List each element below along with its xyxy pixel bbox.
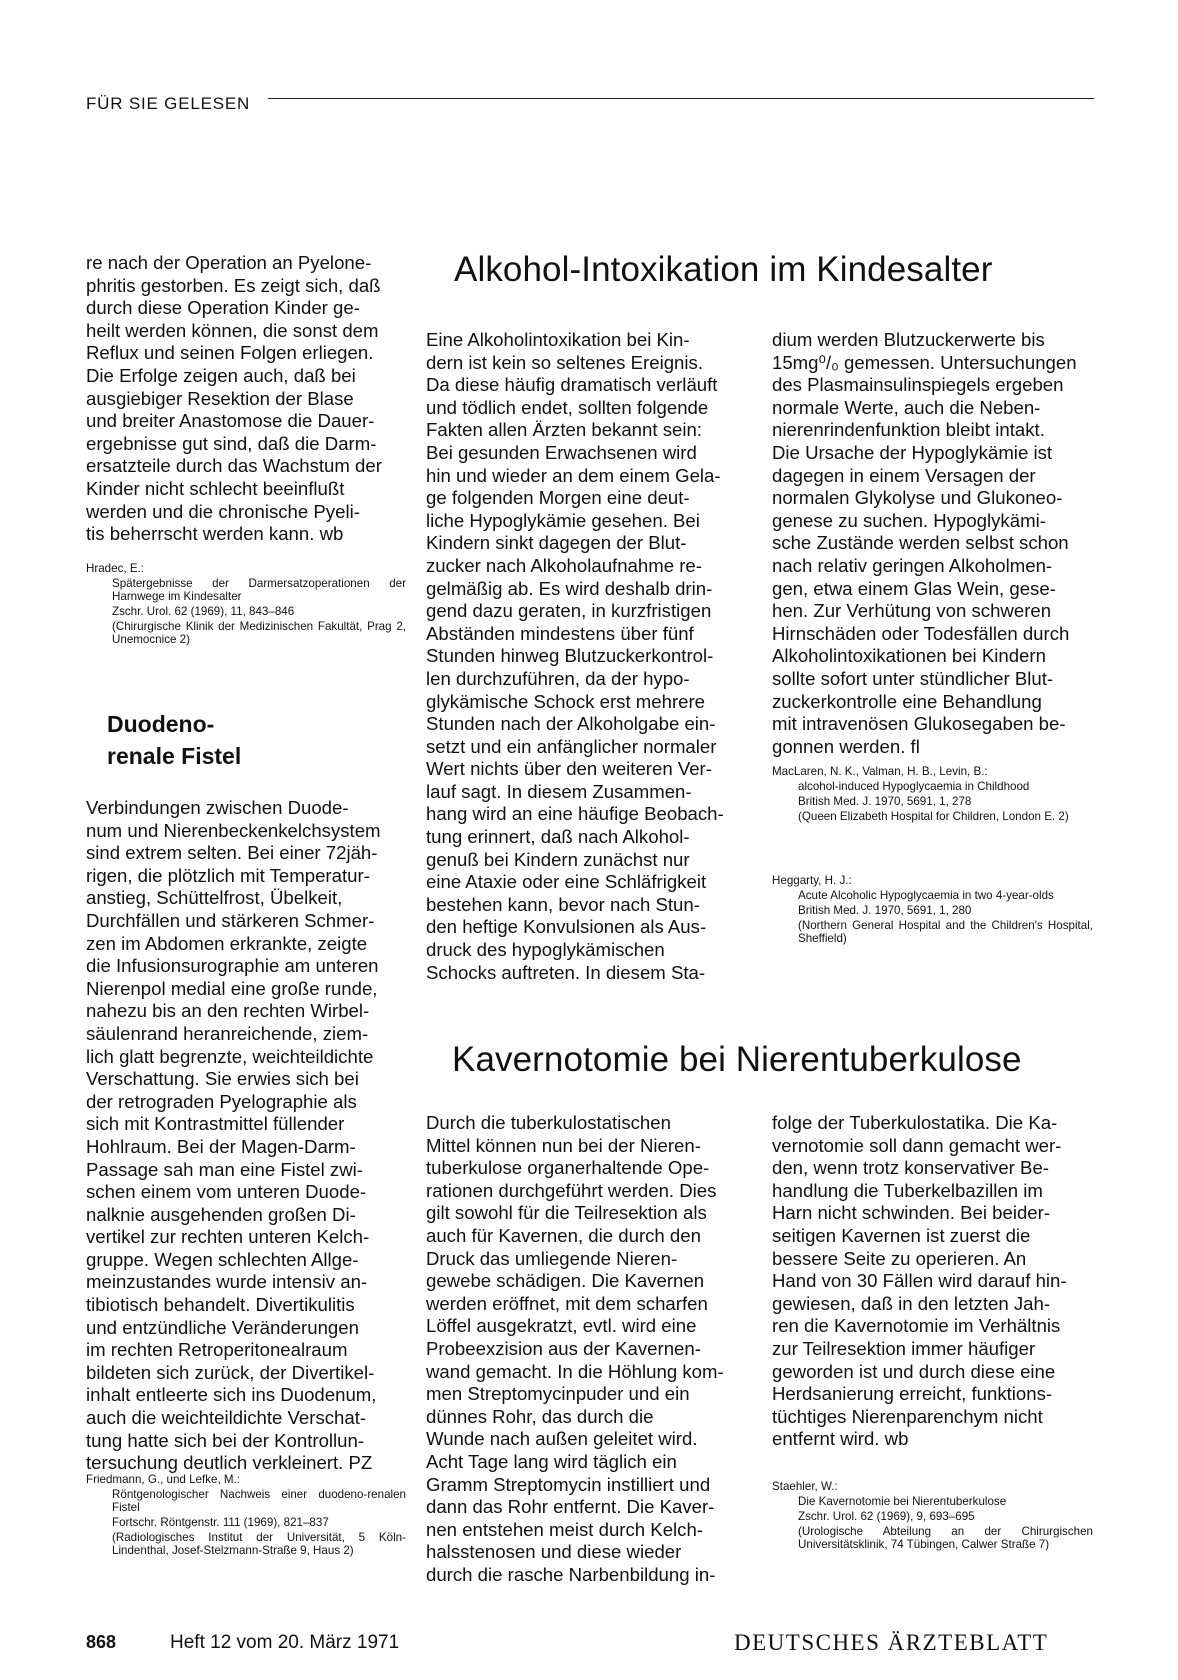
reference-line: Die Kavernotomie bei Nierentuberkulose	[798, 1495, 1007, 1508]
reference-line: alcohol-induced Hypoglycaemia in Childhood	[798, 780, 1030, 793]
reference-heggarty	[772, 874, 1093, 947]
page-number: 868	[86, 1632, 117, 1652]
reference-line: Röntgenologischer Nachweis einer duodeno-renalen Fistel	[112, 1488, 406, 1514]
kavernotomie-article-column-1: Durch die tuberkulostatischen Mittel können nun bei der Nieren- tuberkulose organerhaltende Ope- rationen durchgeführt werden. Dies gilt sowohl für die Teilresektion als auch für Kavernen, die durch den Druck das umliegende Nieren- gewebe schädigen. Die Kavernen werden eröffnet, mit dem scharfen Löffel ausgekratzt, evtl. wird eine Probeexzision aus der Kavernen- wand gemacht. In die Höhlung kom- men Streptomycinpuder und ein dünnes Rohr, das durch die Wunde nach außen geleitet wird. Acht Tage lang wird täglich ein Gramm Streptomycin instilliert und dann das Rohr entfernt. Die Kaver- nen entstehen meist durch Kelch- halsstenosen und diese wieder durch die rasche Narbenbildung in-	[426, 1112, 724, 1585]
reference-hradec	[86, 562, 406, 648]
article-title-duodeno-renale-fistel: Duodeno- renale Fistel	[107, 711, 242, 769]
reference-line: (Queen Elizabeth Hospital for Children, London E. 2)	[798, 810, 1069, 823]
kavernotomie-article-column-2: folge der Tuberkulostatika. Die Ka- vernotomie soll dann gemacht wer- den, wenn trotz konservativer Be- handlung die Tuberkelbazillen im Harn nicht schwinden. Bei beider- seitigen Kavernen ist zuerst die bessere Seite zu operieren. An Hand von 30 Fällen wird darauf hin- gewiesen, daß in den letzten Jah- ren die Kavernotomie im Verhältnis zur Teilresektion immer häufiger geworden ist und durch diese eine Herdsanierung erreicht, funktions- tüchtiges Nierenparenchym nicht entfernt wird. wb	[772, 1112, 1067, 1450]
reference-line: British Med. J. 1970, 5691, 1, 278	[798, 795, 972, 808]
reference-line: Acute Alcoholic Hypoglycaemia in two 4-year-olds	[798, 889, 1054, 902]
reference-author: Hradec, E.:	[86, 562, 144, 575]
issue-info: Heft 12 vom 20. März 1971	[170, 1632, 400, 1653]
reference-author: MacLaren, N. K., Valman, H. B., Levin, B.:	[772, 765, 988, 778]
reference-friedmann	[86, 1473, 406, 1559]
reference-line: Zschr. Urol. 62 (1969), 11, 843–846	[112, 605, 295, 618]
reference-maclaren	[772, 765, 1093, 825]
reference-line: British Med. J. 1970, 5691, 1, 280	[798, 904, 972, 917]
duodeno-renale-article-text: Verbindungen zwischen Duode- num und Nierenbeckenkelchsystem sind extrem selten. Bei einer 72jäh- rigen, die plötzlich mit Temperatur- anstieg, Schüttelfrost, Übelkeit, Durchfällen und stärkeren Schmer- zen im Abdomen erkrankte, zeigte die Infusionsurographie am unteren Nierenpol medial eine große runde, nahezu bis an den rechten Wirbel- säulenrand heranreichende, ziem- lich glatt begrenzte, weichteildichte Verschattung. Sie erwies sich bei der retrograden Pyelographie als sich mit Kontrastmittel füllender Hohlraum. Bei der Magen-Darm- Passage sah man eine Fistel zwi- schen einem vom unteren Duode- nalknie ausgehenden großen Di- vertikel zur rechten unteren Kelch- gruppe. Wegen schlechten Allge- meinzustandes wurde intensiv an- tibiotisch behandelt. Divertikulitis und entzündliche Veränderungen im rechten Retroperitonealraum bildeten sich zurück, der Divertikel- inhalt entleerte sich ins Duodenum, auch die weichteildichte Verschat- tung hatte sich bei der Kontrollun- tersuchung deutlich verkleinert. PZ	[86, 797, 381, 1474]
reference-author: Friedmann, G., und Lefke, M.:	[86, 1473, 241, 1486]
alkohol-article-column-1: Eine Alkoholintoxikation bei Kin- dern ist kein so seltenes Ereignis. Da diese häufig dramatisch verläuft und tödlich endet, sollten folgende Fakten allen Ärzten bekannt sein: Bei gesunden Erwachsenen wird hin und wieder an dem einem Gela- ge folgenden Morgen eine deut- liche Hypoglykämie gesehen. Bei Kindern sinkt dagegen der Blut- zucker nach Alkoholaufnahme re- gelmäßig ab. Es wird deshalb drin- gend dazu geraten, in kurzfristigen Abständen mindestens über fünf Stunden hinweg Blutzuckerkontrol- len durchzuführen, da der hypo- glykämische Schock erst mehrere Stunden nach der Alkoholgabe ein- setzt und ein anfänglicher normaler Wert nichts über den weiteren Ver- lauf sagt. In diesem Zusammen- hang wird an eine häufige Beobach- tung erinnert, daß nach Alkohol- genuß bei Kindern zunächst nur eine Ataxie oder eine Schläfrigkeit bestehen kann, bevor nach Stun- den heftige Konvulsionen als Aus- druck des hypoglykämischen Schocks auftreten. In diesem Sta-	[426, 329, 724, 983]
article-title-alkohol-intoxikation: Alkohol-Intoxikation im Kindesalter	[454, 250, 993, 289]
reference-line: (Radiologisches Institut der Universität, 5 Köln-Lindenthal, Josef-Stelzmann-Straße 9, Haus 2)	[112, 1531, 406, 1557]
reference-author: Staehler, W.:	[772, 1480, 838, 1493]
reference-line: (Urologische Abteilung an der Chirurgischen Universitätsklinik, 74 Tübingen, Calwer Straße 7)	[798, 1525, 1093, 1551]
journal-name: DEUTSCHES ÄRZTEBLATT	[734, 1630, 1049, 1655]
left-column-top-text: re nach der Operation an Pyelone- phritis gestorben. Es zeigt sich, daß durch diese Operation Kinder ge- heilt werden können, die sonst dem Reflux und seinen Folgen erliegen. Die Erfolge zeigen auch, daß bei ausgiebiger Resektion der Blase und breiter Anastomose die Dauer- ergebnisse gut sind, daß die Darm- ersatzteile durch das Wachstum der Kinder nicht schlecht beeinflußt werden und die chronische Pyeli- tis beherrscht werden kann. wb	[86, 252, 382, 545]
article-title-kavernotomie: Kavernotomie bei Nierentuberkulose	[452, 1040, 1022, 1079]
section-label: FÜR SIE GELESEN	[86, 94, 251, 113]
reference-line: Spätergebnisse der Darmersatzoperationen der Harnwege im Kindesalter	[112, 577, 406, 603]
reference-line: (Chirurgische Klinik der Medizinischen Fakultät, Prag 2, Unemocnice 2)	[112, 620, 406, 646]
reference-line: Zschr. Urol. 62 (1969), 9, 693–695	[798, 1510, 975, 1523]
reference-author: Heggarty, H. J.:	[772, 874, 852, 887]
alkohol-article-column-2: dium werden Blutzuckerwerte bis 15mg⁰/₀ gemessen. Untersuchungen des Plasmainsulinspiegels ergeben normale Werte, auch die Neben- nierenrindenfunktion bleibt intakt. Die Ursache der Hypoglykämie ist dagegen in einem Versagen der normalen Glykolyse und Glukoneo- genese zu suchen. Hypoglykämi- sche Zustände werden selbst schon nach relativ geringen Alkoholmen- gen, etwa einem Glas Wein, gese- hen. Zur Verhütung von schweren Hirnschäden oder Todesfällen durch Alkoholintoxikationen bei Kindern sollte sofort unter stündlicher Blut- zuckerkontrolle eine Behandlung mit intravenösen Glukosegaben be- gonnen werden. fl	[772, 329, 1077, 757]
header-rule	[268, 98, 1094, 99]
reference-line: (Northern General Hospital and the Children's Hospital, Sheffield)	[798, 919, 1093, 945]
reference-staehler	[772, 1480, 1093, 1553]
reference-line: Fortschr. Röntgenstr. 111 (1969), 821–837	[112, 1516, 329, 1529]
